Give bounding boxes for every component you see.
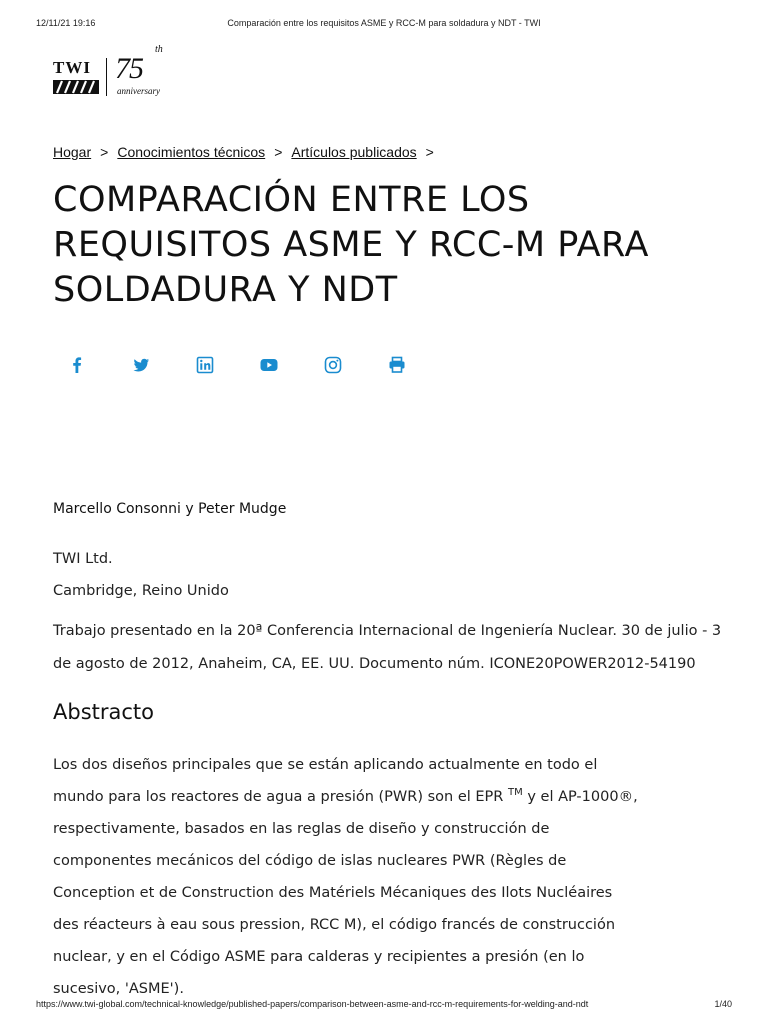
breadcrumb-separator: > xyxy=(425,144,434,160)
logo-anniversary-number: 75 xyxy=(115,52,143,85)
breadcrumb-link-technical-knowledge[interactable]: Conocimientos técnicos xyxy=(117,144,266,160)
breadcrumb-link-home[interactable]: Hogar xyxy=(53,144,92,160)
breadcrumb xyxy=(53,144,443,160)
affiliation-organization: TWI Ltd. xyxy=(53,551,113,567)
print-page-number: 1/40 xyxy=(714,999,732,1009)
twitter-icon[interactable] xyxy=(130,354,152,376)
abstract-text-part1: Los dos diseños principales que se están aplicando actualmente en todo el mundo para los reactores de agua a presión (PWR) son el EPR xyxy=(53,757,598,805)
print-footer xyxy=(0,984,768,1024)
youtube-icon[interactable] xyxy=(258,354,280,376)
logo-brand-text: TWI xyxy=(53,58,91,77)
abstract-paragraph xyxy=(53,749,638,997)
trademark-superscript: TM xyxy=(507,787,523,799)
abstract-heading: Abstracto xyxy=(53,700,155,724)
logo-stripes-icon xyxy=(53,80,99,94)
affiliation-location: Cambridge, Reino Unido xyxy=(53,583,229,599)
page-title: COMPARACIÓN ENTRE LOS REQUISITOS ASME Y RCC-M PARA SOLDADURA Y NDT xyxy=(53,180,649,310)
breadcrumb-separator: > xyxy=(100,144,109,160)
abstract-text-part2: y el AP-1000®, respectivamente, basados en las reglas de diseño y construcción de componentes mecánicos del código de islas nucleares PWR (Règles de Conception et de Construction des Matériels Mécaniques des Ilots Nucléaires des réacteurs à eau sous pression, RCC M), el código francés de construcción nuclear, y en el Código ASME para calderas y recipientes a presión (en lo sucesivo, 'ASME'). xyxy=(53,789,638,997)
breadcrumb-link-published-papers[interactable]: Artículos publicados xyxy=(291,144,417,160)
presentation-note: Trabajo presentado en la 20ª Conferencia Internacional de Ingeniería Nuclear. 30 de julio - 3 de agosto de 2012, Anaheim, CA, EE. UU. Documento núm. ICONE20POWER2012-54190 xyxy=(53,623,722,672)
logo-anniversary-suffix: th xyxy=(155,44,163,55)
logo-divider xyxy=(106,58,107,96)
print-datetime: 12/11/21 19:16 xyxy=(36,18,96,28)
logo-anniversary-word: anniversary xyxy=(117,86,160,96)
print-icon[interactable] xyxy=(386,354,408,376)
facebook-icon[interactable] xyxy=(66,354,88,376)
print-url: https://www.twi-global.com/technical-knowledge/published-papers/comparison-between-asme-and-rcc-m-requirements-for-welding-and-ndt xyxy=(36,999,589,1009)
article-affiliation xyxy=(53,543,229,607)
breadcrumb-separator: > xyxy=(274,144,283,160)
print-doc-title: Comparación entre los requisitos ASME y RCC-M para soldadura y NDT - TWI xyxy=(227,18,541,28)
linkedin-icon[interactable] xyxy=(194,354,216,376)
print-header xyxy=(0,0,768,40)
twi-75th-anniversary-logo[interactable] xyxy=(53,44,183,98)
article-authors: Marcello Consonni y Peter Mudge xyxy=(53,501,287,517)
instagram-icon[interactable] xyxy=(322,354,344,376)
